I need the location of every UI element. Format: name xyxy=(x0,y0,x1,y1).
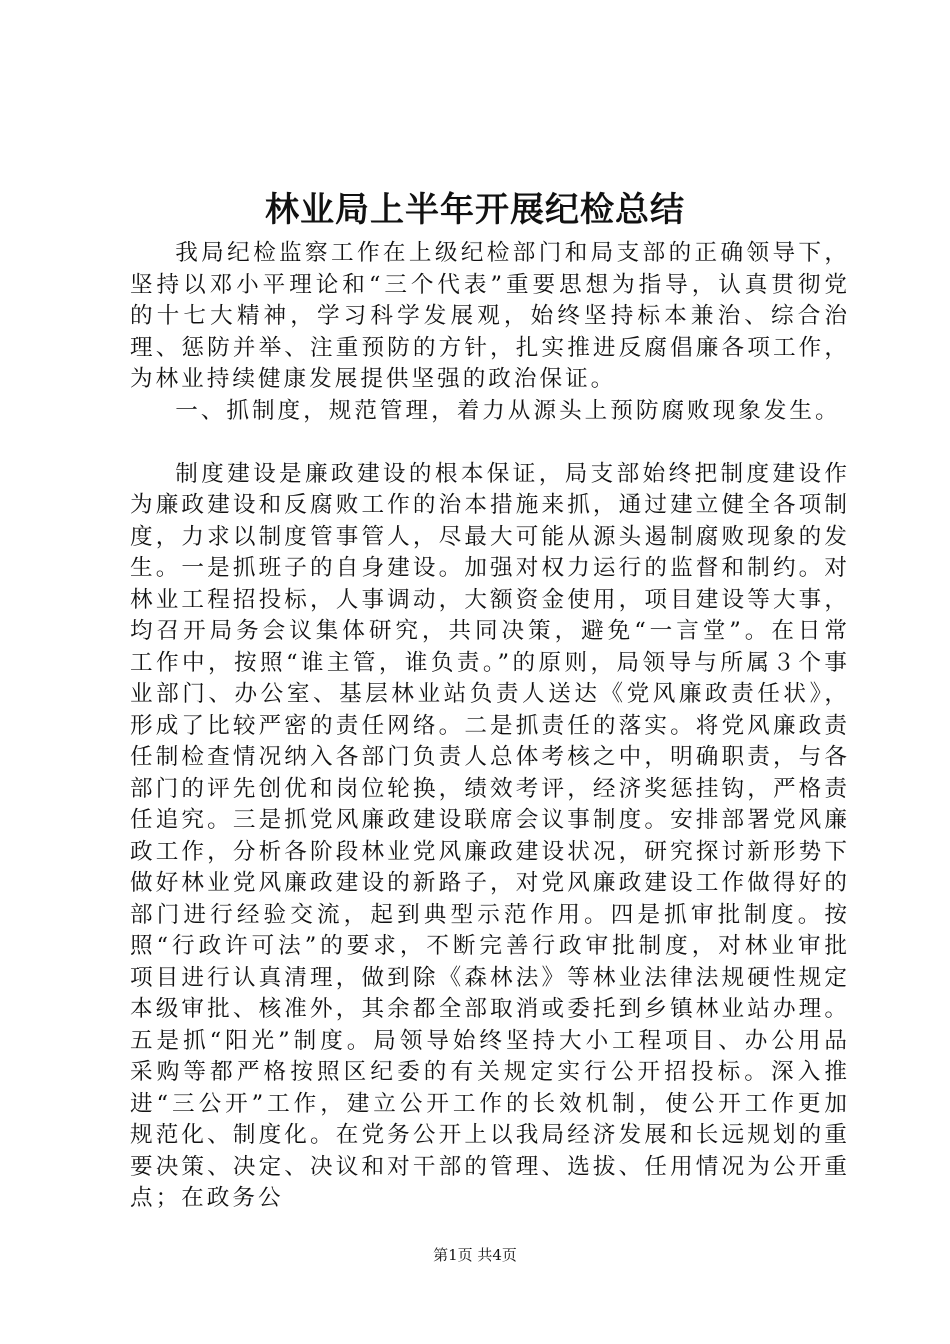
intro-paragraph: 我局纪检监察工作在上级纪检部门和局支部的正确领导下，坚持以邓小平理论和“三个代表”重要思想为指导，认真贯彻党的十七大精神，学习科学发展观，始终坚持标本兼治、综合治理、惩防并举、注重预防的方针，扎实推进反腐倡廉各项工作，为林业持续健康发展提供坚强的政治保证。 xyxy=(130,240,850,392)
document-title: 林业局上半年开展纪检总结 xyxy=(265,190,685,230)
body-paragraph: 制度建设是廉政建设的根本保证，局支部始终把制度建设作为廉政建设和反腐败工作的治本措施来抓，通过建立健全各项制度，力求以制度管事管人，尽最大可能从源头遏制腐败现象的发生。一是抓班子的自身建设。加强对权力运行的监督和制约。对林业工程招投标，人事调动，大额资金使用，项目建设等大事，均召开局务会议集体研究，共同决策，避免“一言堂”。在日常工作中，按照“谁主管，谁负责。”的原则，局领导与所属３个事业部门、办公室、基层林业站负责人送达《党风廉政责任状》，形成了比较严密的责任网络。二是抓责任的落实。将党风廉政责任制检查情况纳入各部门负责人总体考核之中，明确职责，与各部门的评先创优和岗位轮换，绩效考评，经济奖惩挂钩，严格责任追究。三是抓党风廉政建设联席会议事制度。安排部署党风廉政工作，分析各阶段林业党风廉政建设状况，研究探讨新形势下做好林业党风廉政建设的新路子，对党风廉政建设工作做得好的部门进行经验交流，起到典型示范作用。四是抓审批制度。按照“行政许可法”的要求，不断完善行政审批制度，对林业审批项目进行认真清理，做到除《森林法》等林业法律法规硬性规定本级审批、核准外，其余都全部取消或委托到乡镇林业站办理。五是抓“阳光”制度。局领导始终坚持大小工程项目、办公用品采购等都严格按照区纪委的有关规定实行公开招投标。深入推进“三公开”工作，建立公开工作的长效机制，使公开工作更加规范化、制度化。在党务公开上以我局经济发展和长远规划的重要决策、决定、决议和对干部的管理、选拔、任用情况为公开重点；在政务公 xyxy=(130,460,850,1211)
page-footer: 第1页 共4页 xyxy=(433,1246,517,1264)
document-body xyxy=(130,238,850,1215)
section-heading: 一、抓制度，规范管理，着力从源头上预防腐败现象发生。 xyxy=(175,397,841,424)
paragraph-spacer xyxy=(130,427,850,459)
